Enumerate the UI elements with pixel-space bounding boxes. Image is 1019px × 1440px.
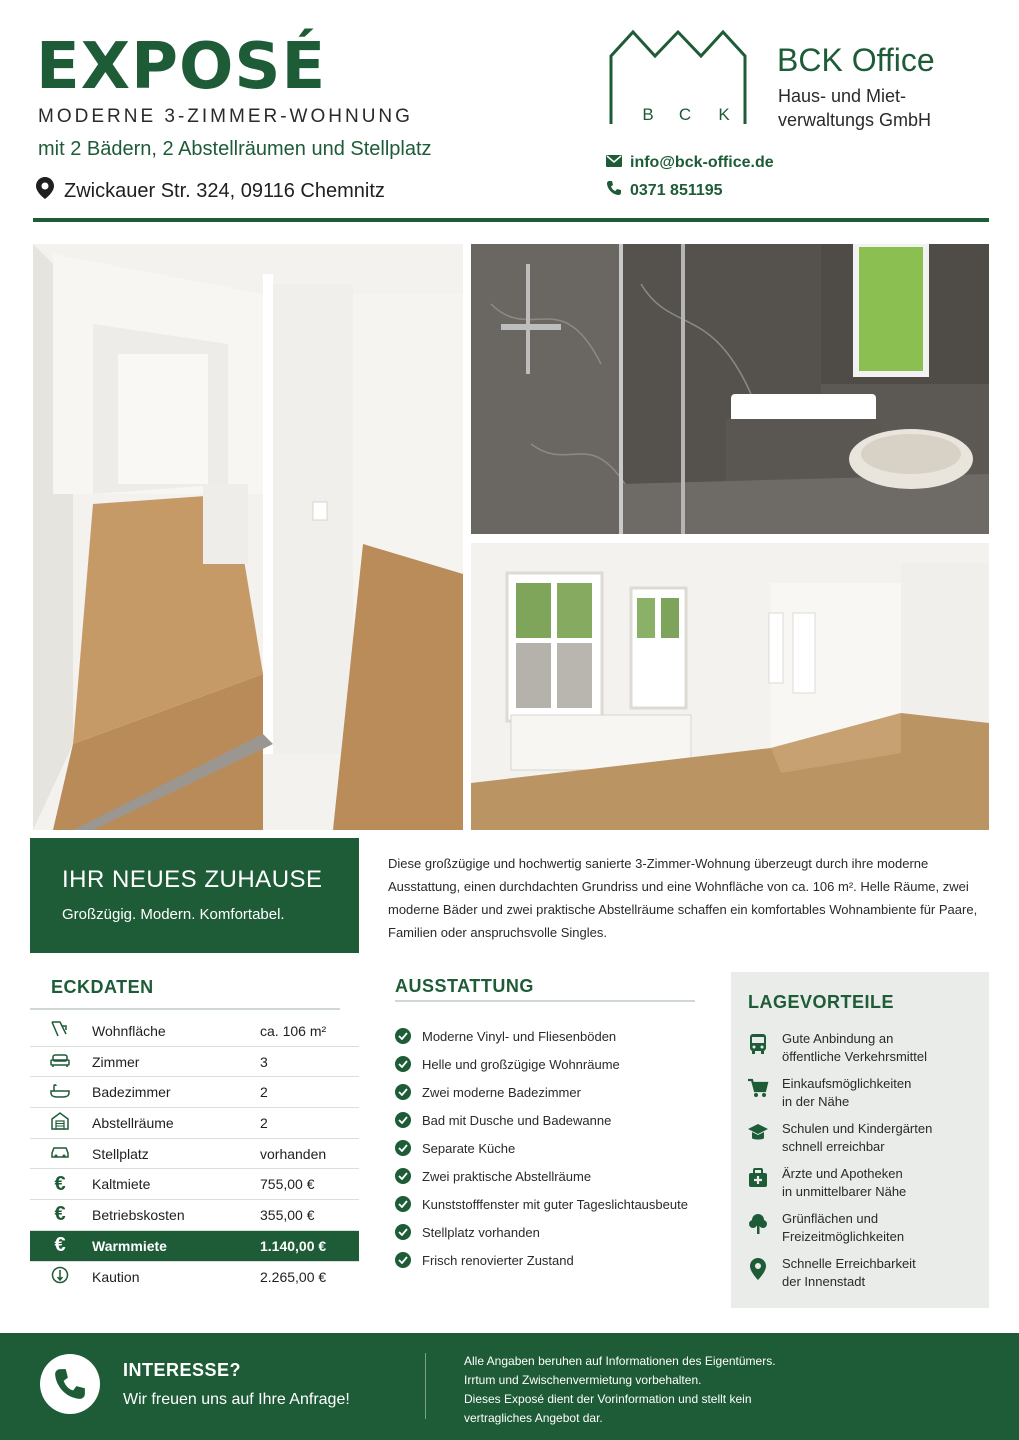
address-text: Zwickauer Str. 324, 09116 Chemnitz	[64, 179, 385, 202]
eckdaten-row-badezimmer	[30, 1077, 359, 1108]
living-room-photo	[471, 543, 989, 830]
footer-subtext: Wir freuen uns auf Ihre Anfrage!	[123, 1391, 350, 1408]
eckdaten-row-warmmiete	[30, 1231, 359, 1262]
eckdaten-value: ca. 106 m²	[260, 1022, 327, 1039]
footer	[0, 1333, 1019, 1440]
list-item-text: Schulen und Kindergärten schnell erreichbar	[782, 1121, 933, 1154]
eckdaten-row-kaltmiete	[30, 1169, 359, 1200]
lagevorteile-panel	[731, 972, 989, 1308]
list-item	[395, 1078, 715, 1106]
sofa-icon	[48, 1052, 72, 1071]
list-item-text: Zwei praktische Abstellräume	[422, 1168, 592, 1184]
eckdaten-label: Stellplatz	[92, 1145, 149, 1162]
list-item	[395, 1050, 715, 1078]
eckdaten-row-wohnflaeche	[30, 1016, 359, 1047]
eckdaten-row-kaution	[30, 1262, 359, 1293]
list-item	[746, 1210, 981, 1255]
eckdaten-value: vorhanden	[260, 1145, 327, 1162]
contact-email[interactable]	[606, 154, 774, 172]
contact-phone[interactable]	[606, 180, 723, 201]
intro-banner	[30, 838, 359, 953]
phone-icon[interactable]	[40, 1354, 100, 1414]
bathtub-icon	[48, 1083, 72, 1102]
list-item	[746, 1120, 981, 1165]
eckdaten-divider	[30, 1008, 340, 1010]
list-item-text: Helle und großzügige Wohnräume	[422, 1056, 620, 1072]
list-item	[746, 1255, 981, 1300]
list-item	[746, 1075, 981, 1120]
list-item-text: Stellplatz vorhanden	[422, 1224, 540, 1240]
eckdaten-label: Wohnfläche	[92, 1022, 166, 1039]
property-subtitle: MODERNE 3-ZIMMER-WOHNUNG	[38, 106, 413, 127]
eckdaten-table	[30, 1016, 359, 1292]
list-item	[395, 1106, 715, 1134]
euro-icon: €	[54, 1172, 66, 1195]
list-item-text: Gute Anbindung an öffentliche Verkehrsmittel	[782, 1031, 927, 1064]
check-icon	[395, 1140, 411, 1156]
footer-divider	[425, 1353, 426, 1419]
list-item	[746, 1030, 981, 1075]
eckdaten-value: 755,00 €	[260, 1176, 315, 1193]
eckdaten-label: Badezimmer	[92, 1084, 171, 1101]
check-icon	[395, 1252, 411, 1268]
euro-icon: €	[54, 1234, 66, 1257]
logo-letter-k: K	[718, 105, 730, 124]
list-item-text: Kunststofffenster mit guter Tageslichtausbeute	[422, 1196, 688, 1212]
check-icon	[395, 1112, 411, 1128]
list-item	[395, 1246, 715, 1274]
check-icon	[395, 1224, 411, 1240]
legal-line: vertragliches Angebot dar.	[464, 1411, 603, 1425]
bathroom-photo	[471, 244, 989, 534]
footer-legal-notice	[464, 1352, 804, 1428]
eckdaten-label: Kaution	[92, 1268, 140, 1285]
eckdaten-label: Kaltmiete	[92, 1176, 151, 1193]
car-icon	[48, 1145, 72, 1162]
property-subline: mit 2 Bädern, 2 Abstellräumen und Stellplatz	[38, 138, 432, 160]
legal-line: Dieses Exposé dient der Vorinformation und stellt kein	[464, 1392, 752, 1406]
list-item-text: Schnelle Erreichbarkeit der Innenstadt	[782, 1256, 916, 1289]
tree-icon	[746, 1213, 770, 1235]
eckdaten-value: 3	[260, 1053, 268, 1070]
hallway-photo	[33, 244, 463, 830]
eckdaten-value: 355,00 €	[260, 1206, 315, 1223]
list-item-text: Zwei moderne Badezimmer	[422, 1084, 581, 1100]
ausstattung-list	[395, 1022, 715, 1274]
location-pin-icon	[746, 1258, 770, 1280]
storage-icon	[48, 1112, 72, 1133]
logo-letter-b: B	[642, 105, 654, 124]
company-subtitle-line2: verwaltungs GmbH	[778, 110, 932, 130]
legal-line: Irrtum und Zwischenvermietung vorbehalten.	[464, 1373, 702, 1387]
list-item	[395, 1134, 715, 1162]
logo-letter-c: C	[678, 105, 692, 124]
company-subtitle-line1: Haus- und Miet-	[778, 86, 907, 106]
euro-icon: €	[54, 1203, 66, 1226]
deposit-icon	[48, 1266, 72, 1287]
email-text[interactable]: info@bck-office.de	[630, 154, 774, 171]
header-divider	[33, 218, 989, 222]
location-pin-icon	[36, 177, 54, 205]
address	[36, 177, 385, 205]
bus-icon	[746, 1033, 770, 1055]
check-icon	[395, 1168, 411, 1184]
list-item	[395, 1218, 715, 1246]
header	[0, 0, 1019, 225]
ausstattung-divider	[395, 1000, 695, 1002]
eckdaten-heading: ECKDATEN	[51, 977, 154, 997]
area-icon	[48, 1020, 72, 1041]
eckdaten-label: Abstellräume	[92, 1114, 174, 1131]
legal-line: Alle Angaben beruhen auf Informationen des Eigentümers.	[464, 1354, 776, 1368]
list-item-text: Separate Küche	[422, 1140, 516, 1156]
eckdaten-value: 1.140,00 €	[260, 1237, 327, 1254]
eckdaten-row-stellplatz	[30, 1139, 359, 1170]
ausstattung-heading: AUSSTATTUNG	[395, 976, 534, 996]
eckdaten-label: Betriebskosten	[92, 1206, 185, 1223]
email-icon	[606, 154, 622, 172]
intro-tagline: Großzügig. Modern. Komfortabel.	[62, 906, 285, 923]
company-logo	[608, 28, 748, 128]
company-name: BCK Office	[777, 42, 935, 78]
footer-heading: INTERESSE?	[123, 1360, 242, 1380]
medical-icon	[746, 1168, 770, 1188]
intro-description: Diese großzügige und hochwertig sanierte 3-Zimmer-Wohnung überzeugt durch ihre moderne Ausstattung, einen durchdachten Grundriss und eine Wohnfläche von ca. 106 m². Helle Räume, zwei moderne Bäder und zwei praktische Abstellräume schaffen ein komfortables Wohnambiente für Paare, Familien oder anspruchsvolle Singles.	[388, 856, 978, 940]
eckdaten-row-zimmer	[30, 1047, 359, 1078]
intro-heading: IHR NEUES ZUHAUSE	[62, 866, 323, 893]
check-icon	[395, 1056, 411, 1072]
eckdaten-label: Zimmer	[92, 1053, 140, 1070]
list-item-text: Frisch renovierter Zustand	[422, 1252, 574, 1268]
check-icon	[395, 1196, 411, 1212]
lagevorteile-heading: LAGEVORTEILE	[748, 992, 895, 1012]
check-icon	[395, 1084, 411, 1100]
eckdaten-value: 2.265,00 €	[260, 1268, 327, 1285]
list-item	[395, 1022, 715, 1050]
eckdaten-row-abstellraeume	[30, 1108, 359, 1139]
list-item-text: Grünflächen und Freizeitmöglichkeiten	[782, 1211, 905, 1244]
page-title: EXPOSÉ	[36, 30, 327, 104]
phone-text[interactable]: 0371 851195	[630, 181, 723, 199]
list-item	[395, 1190, 715, 1218]
phone-icon	[606, 180, 622, 201]
list-item	[746, 1165, 981, 1210]
list-item-text: Bad mit Dusche und Badewanne	[422, 1112, 612, 1128]
list-item	[395, 1162, 715, 1190]
eckdaten-value: 2	[260, 1114, 268, 1131]
cart-icon	[746, 1078, 770, 1098]
school-icon	[746, 1123, 770, 1143]
lagevorteile-list	[746, 1030, 981, 1300]
eckdaten-label: Warmmiete	[92, 1237, 167, 1254]
eckdaten-row-betriebskosten	[30, 1200, 359, 1231]
list-item-text: Einkaufsmöglichkeiten in der Nähe	[782, 1076, 912, 1109]
eckdaten-value: 2	[260, 1084, 268, 1101]
list-item-text: Moderne Vinyl- und Fliesenböden	[422, 1028, 617, 1044]
list-item-text: Ärzte und Apotheken in unmittelbarer Nähe	[782, 1166, 907, 1199]
check-icon	[395, 1028, 411, 1044]
